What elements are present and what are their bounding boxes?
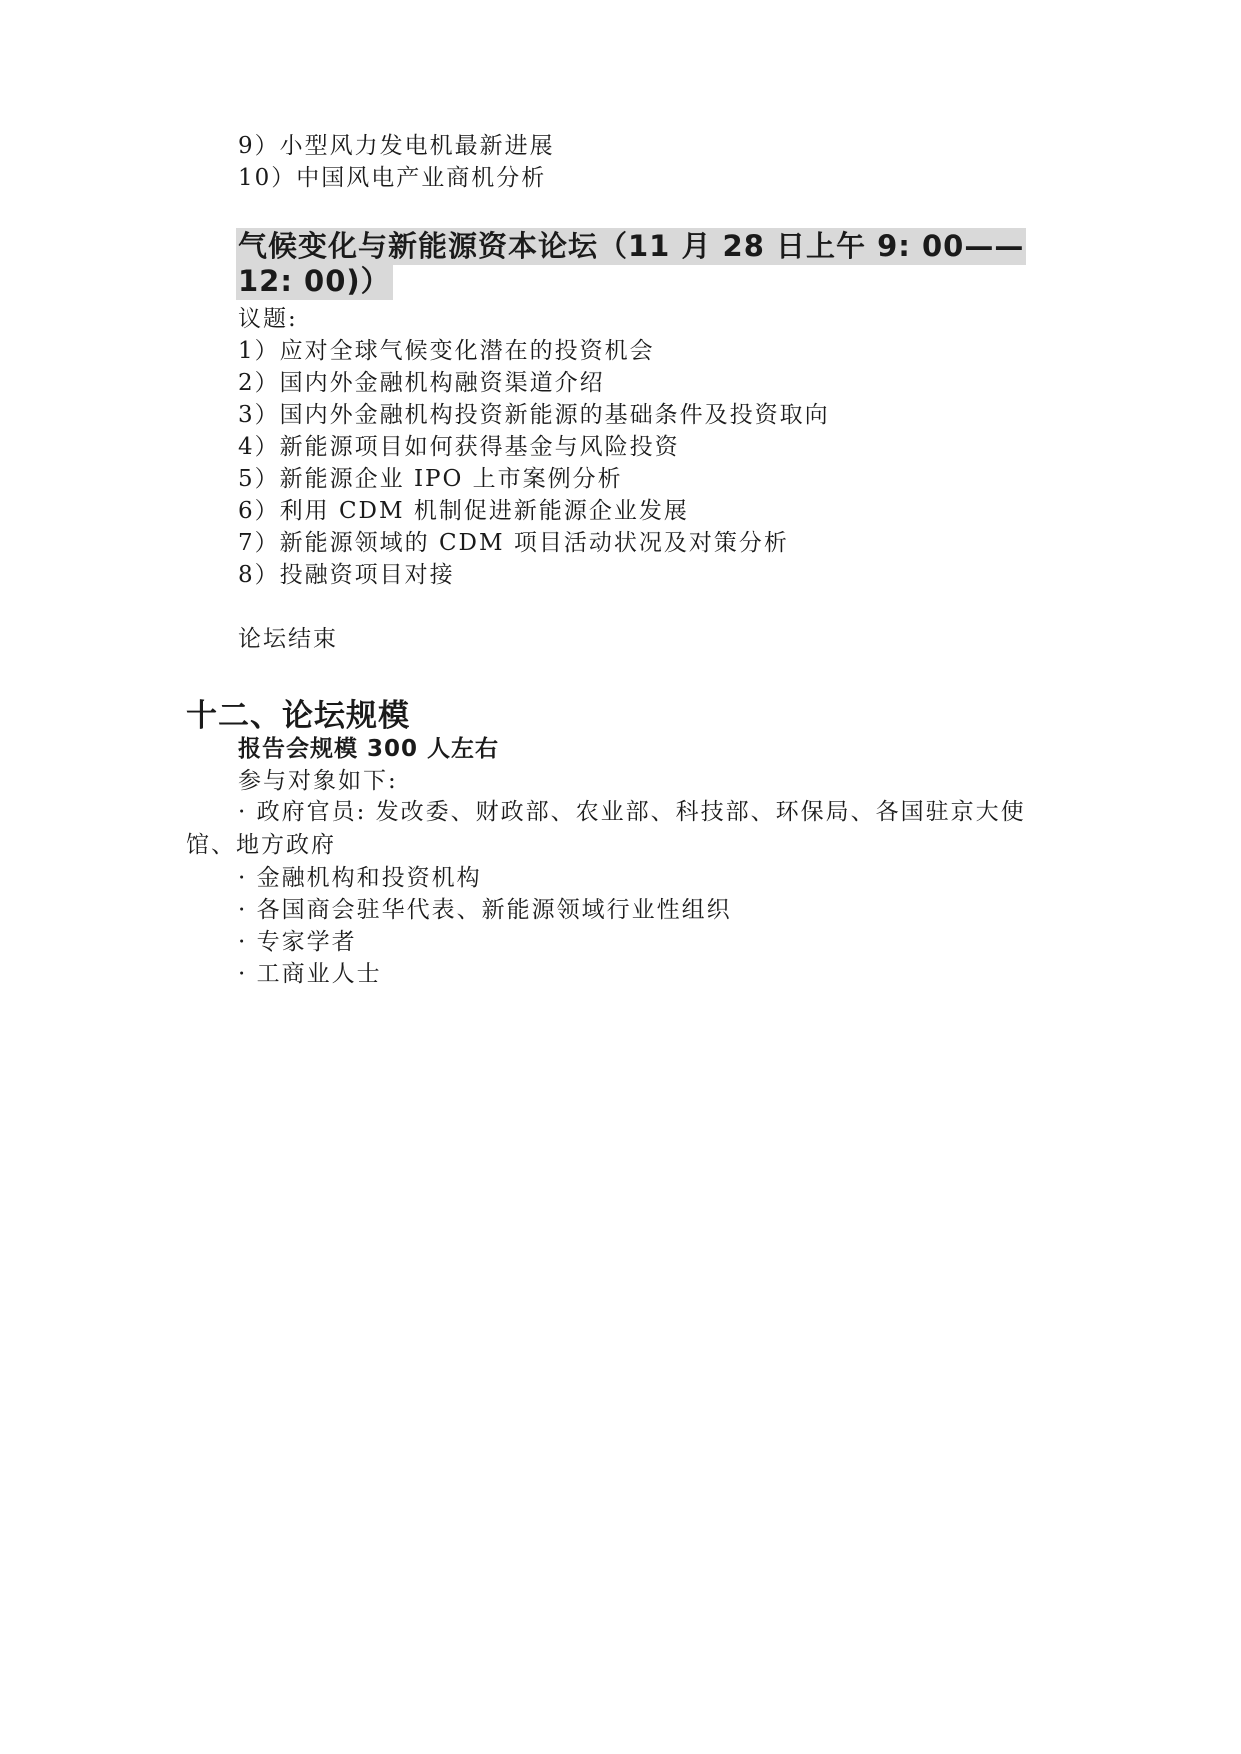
topics-label: 议题: [238,306,298,332]
participant-item: · 各国商会驻华代表、新能源领域行业性组织 [238,897,732,923]
participant-item: · 政府官员: 发改委、财政部、农业部、科技部、环保局、各国驻京大使馆、地方政府 [186,799,1026,858]
topic-item: 4）新能源项目如何获得基金与风险投资 [238,434,680,460]
topic-item: 1）应对全球气候变化潜在的投资机会 [238,338,655,364]
list-item-9: 9）小型风力发电机最新进展 [238,133,555,159]
topic-item: 8）投融资项目对接 [238,562,455,588]
topic-item: 5）新能源企业 IPO 上市案例分析 [238,466,623,492]
list-item-10: 10）中国风电产业商机分析 [238,165,547,191]
capital-forum-title-text: 气候变化与新能源资本论坛（11 月 28 日上午 9: 00——12: 00)） [238,229,1025,298]
forum-scale: 报告会规模 300 人左右 [238,736,500,762]
topic-item: 2）国内外金融机构融资渠道介绍 [238,370,605,396]
participant-item: · 专家学者 [238,929,357,955]
participant-item: · 金融机构和投资机构 [238,865,482,891]
topic-item: 7）新能源领域的 CDM 项目活动状况及对策分析 [238,530,789,556]
forum-closing: 论坛结束 [238,626,338,652]
participants-label: 参与对象如下: [238,768,398,794]
capital-forum-title [236,229,1056,299]
participant-item: · 工商业人士 [238,961,382,987]
topic-item: 3）国内外金融机构投资新能源的基础条件及投资取向 [238,402,830,428]
section-12-heading: 十二、论坛规模 [186,698,410,734]
topic-item: 6）利用 CDM 机制促进新能源企业发展 [238,498,689,524]
